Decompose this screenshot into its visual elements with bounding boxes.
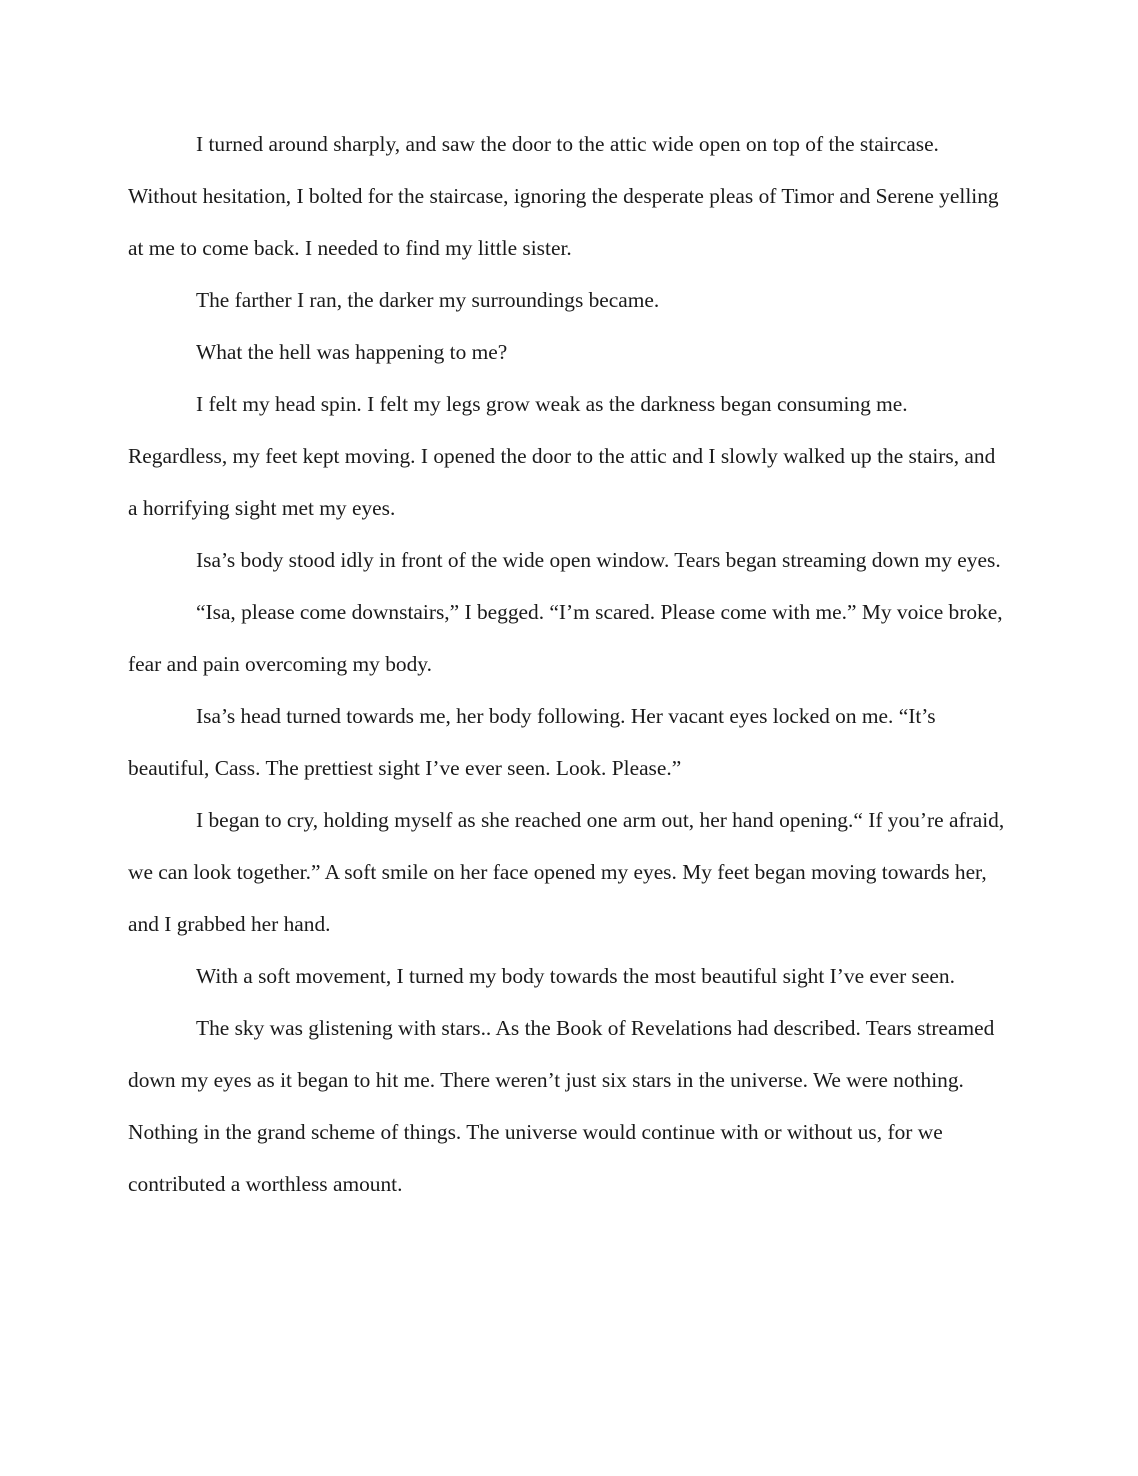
body-text	[128, 118, 1010, 1210]
paragraph-9: With a soft movement, I turned my body towards the most beautiful sight I’ve ever seen.	[196, 964, 955, 988]
paragraph-4: I felt my head spin. I felt my legs grow weak as the darkness began consuming me. Regardless, my feet kept moving. I opened the door to the attic and I slowly walked up the stairs, and a horrifying sight met my eyes.	[128, 392, 996, 520]
paragraph-3: What the hell was happening to me?	[196, 340, 508, 364]
paragraph-6: “Isa, please come downstairs,” I begged. “I’m scared. Please come with me.” My voice broke, fear and pain overcoming my body.	[128, 600, 1003, 676]
paragraph-10: The sky was glistening with stars.. As the Book of Revelations had described. Tears streamed down my eyes as it began to hit me. There weren’t just six stars in the universe. We were nothing. Nothing in the grand scheme of things. The universe would continue with or without us, for we contributed a worthless amount.	[128, 1016, 995, 1196]
paragraph-5: Isa’s body stood idly in front of the wide open window. Tears began streaming down my eyes.	[196, 548, 1001, 572]
paragraph-8: I began to cry, holding myself as she reached one arm out, her hand opening.“ If you’re afraid, we can look together.” A soft smile on her face opened my eyes. My feet began moving towards her, and I grabbed her hand.	[128, 808, 1005, 936]
paragraph-2: The farther I ran, the darker my surroundings became.	[196, 288, 660, 312]
paragraph-7: Isa’s head turned towards me, her body following. Her vacant eyes locked on me. “It’s beautiful, Cass. The prettiest sight I’ve ever seen. Look. Please.”	[128, 704, 936, 780]
paragraph-1: I turned around sharply, and saw the door to the attic wide open on top of the staircase. Without hesitation, I bolted for the staircase, ignoring the desperate pleas of Timor and Serene yelling at me to come back. I needed to find my little sister.	[128, 132, 999, 260]
